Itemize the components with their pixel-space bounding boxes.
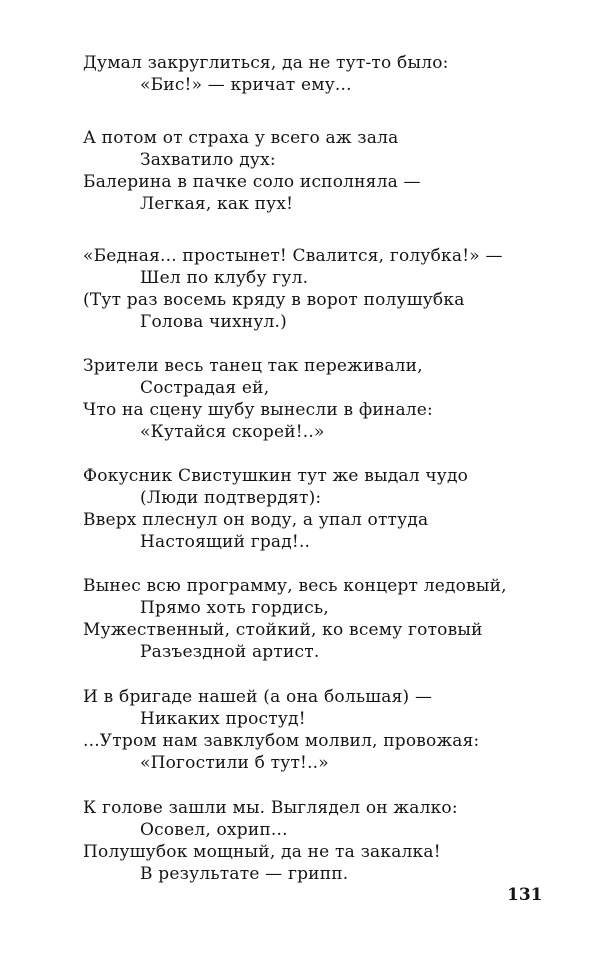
poem-line: (Тут раз восемь кряду в ворот полушубка	[83, 290, 465, 310]
poem-line: Легкая, как пух!	[140, 194, 294, 214]
poem-line: «Погостили б тут!..»	[140, 753, 329, 773]
poem-line: Сострадая ей,	[140, 378, 270, 398]
poem-line: Голова чихнул.)	[140, 312, 287, 332]
poem-line: Полушубок мощный, да не та закалка!	[83, 842, 441, 862]
poem-line: К голове зашли мы. Выглядел он жалко:	[83, 798, 458, 818]
poem-line: Шел по клубу гул.	[140, 268, 309, 288]
poem-line: ...Утром нам завклубом молвил, провожая:	[83, 731, 480, 751]
poem-line: И в бригаде нашей (а она большая) —	[83, 687, 433, 707]
poem-line: Никаких простуд!	[140, 709, 306, 729]
poem-line: Зрители весь танец так переживали,	[83, 356, 423, 376]
poem-line: «Бис!» — кричат ему...	[140, 75, 352, 95]
poem-line: В результате — грипп.	[140, 864, 349, 884]
poem-line: (Люди подтвердят):	[140, 488, 322, 508]
poem-line: Вынес всю программу, весь концерт ледовый,	[83, 576, 507, 596]
poem-line: «Бедная... простынет! Свалится, голубка!» —	[83, 246, 503, 266]
page-number: 131	[507, 885, 543, 905]
poem-line: Разъездной артист.	[140, 642, 320, 662]
poem-line: Настоящий град!..	[140, 532, 311, 552]
poem-line: Фокусник Свистушкин тут же выдал чудо	[83, 466, 469, 486]
poem-line: Думал закруглиться, да не тут-то было:	[83, 53, 449, 73]
poem-line: Что на сцену шубу вынесли в финале:	[83, 400, 433, 420]
poem-line: Прямо хоть гордись,	[140, 598, 329, 618]
poem-line: Вверх плеснул он воду, а упал оттуда	[83, 510, 429, 530]
poem-line: Балерина в пачке соло исполняла —	[83, 172, 421, 192]
poem-line: «Кутайся скорей!..»	[140, 422, 325, 442]
poem-line: Мужественный, стойкий, ко всему готовый	[83, 620, 483, 640]
poem-line: Захватило дух:	[140, 150, 276, 170]
poem-line: А потом от страха у всего аж зала	[83, 128, 399, 148]
poem-line: Осовел, охрип...	[140, 820, 288, 840]
